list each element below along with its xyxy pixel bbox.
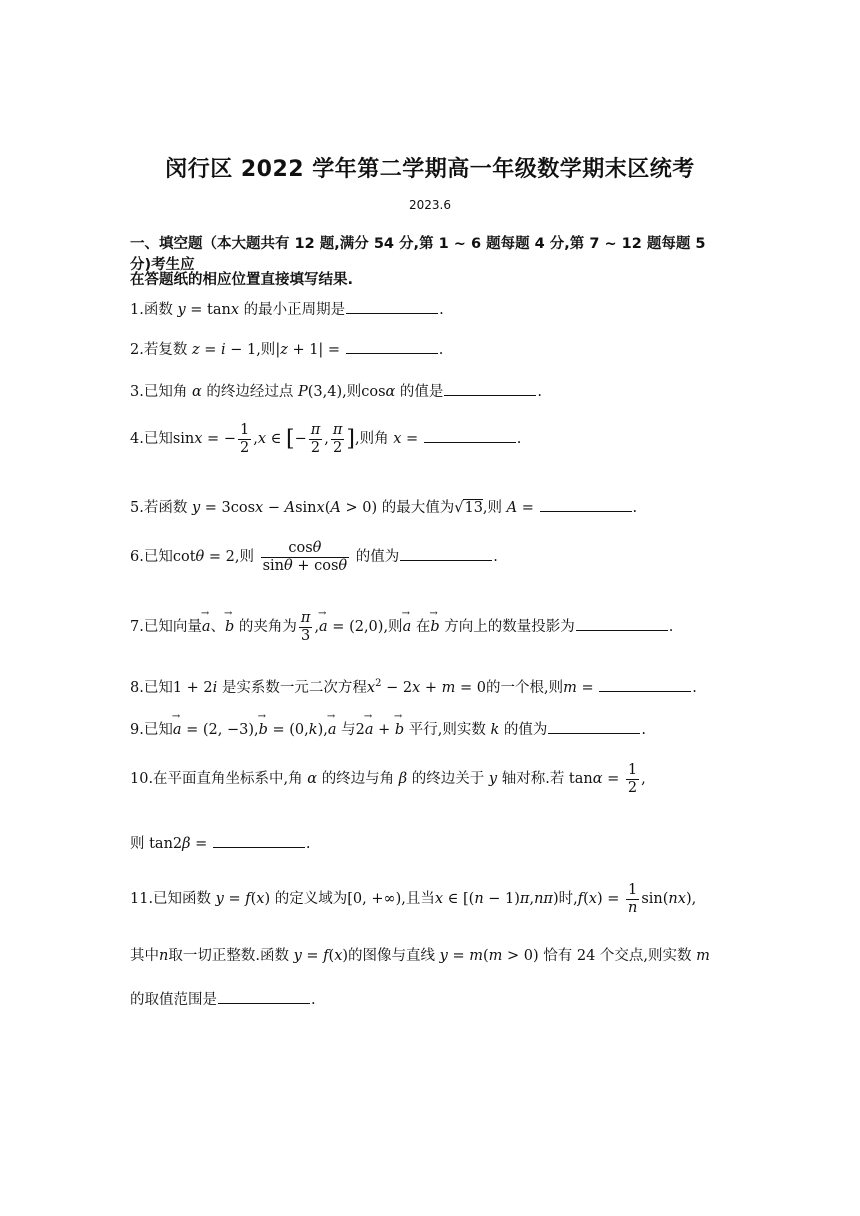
question-8: 8.已知1 + 2i 是实系数一元二次方程$x^2 - 2x + m = 0$的一个根,则m = . [130,678,697,696]
answer-blank[interactable] [346,339,438,354]
question-10-cont: 则 tan2β = . [130,832,730,853]
question-1: 1.函数 y = tanx 的最小正周期是 . [130,298,730,319]
answer-blank[interactable] [540,497,632,512]
question-9: 9.已知→ a = (2, −3),→ b = (0,k),→ a 与2→ a + → b 平行,则实数 k 的值为 . [130,718,730,739]
question-3: 3.已知角 α 的终边经过点 P(3,4),则cosα 的值是 . [130,380,730,401]
section-header-line2: 在答题纸的相应位置直接填写结果. [130,272,354,288]
answer-blank[interactable] [213,833,305,848]
question-10: 10.在平面直角坐标系中,角 α 的终边与角 β 的终边关于 y 轴对称.若 tanα = $\frac{1}{2}$ , [130,762,646,796]
question-11: 11.已知函数 y = f(x) 的定义域为[0, +∞),且当x ∈ [(n − 1)π,nπ)时,f(x) = $\frac{1}{n}$ sin(nx), [130,882,697,916]
answer-blank[interactable] [424,428,516,443]
answer-blank[interactable] [548,719,640,734]
question-11-cont2: 的取值范围是 . [130,988,730,1009]
question-11-cont1: 其中n取一切正整数.函数 y = f(x)的图像与直线 y = m(m > 0) 恰有 24 个交点,则实数 m [130,948,710,964]
answer-blank[interactable] [599,677,691,692]
section-header-line1: 一、填空题（本大题共有 12 题,满分 54 分,第 1 ~ 6 题每题 4 分,第 7 ~ 12 题每题 5 分)考生应 [130,236,706,273]
answer-blank[interactable] [400,546,492,561]
question-4: 4.已知sinx = − $\frac{1}{2}$ ,x ∈ [− $\frac{\pi}{2}$ , $\frac{\pi}{2}$ ],则角 x = . [130,422,522,456]
answer-blank[interactable] [346,299,438,314]
answer-blank[interactable] [444,381,536,396]
question-5: 5.若函数 y = 3cosx − Asinx(A > 0) 的最大值为√13,则 A = . [130,496,730,517]
answer-blank[interactable] [218,989,310,1004]
exam-title: 闵行区 2022 学年第二学期高一年级数学期末区统考 [165,157,695,182]
question-6: 6.已知cotθ = 2,则 $\frac{\cos\theta}{\sin\theta + \cos\theta}$ 的值为 . [130,540,498,574]
answer-blank[interactable] [576,616,668,631]
exam-date: 2023.6 [409,198,451,212]
question-2: 2.若复数 z = i − 1,则|z + 1| = . [130,338,730,359]
question-7: 7.已知向量→ a、→ b 的夹角为 $\frac{\pi}{3}$ ,→ a = (2,0),则→ a 在→ b 方向上的数量投影为 . [130,610,730,644]
